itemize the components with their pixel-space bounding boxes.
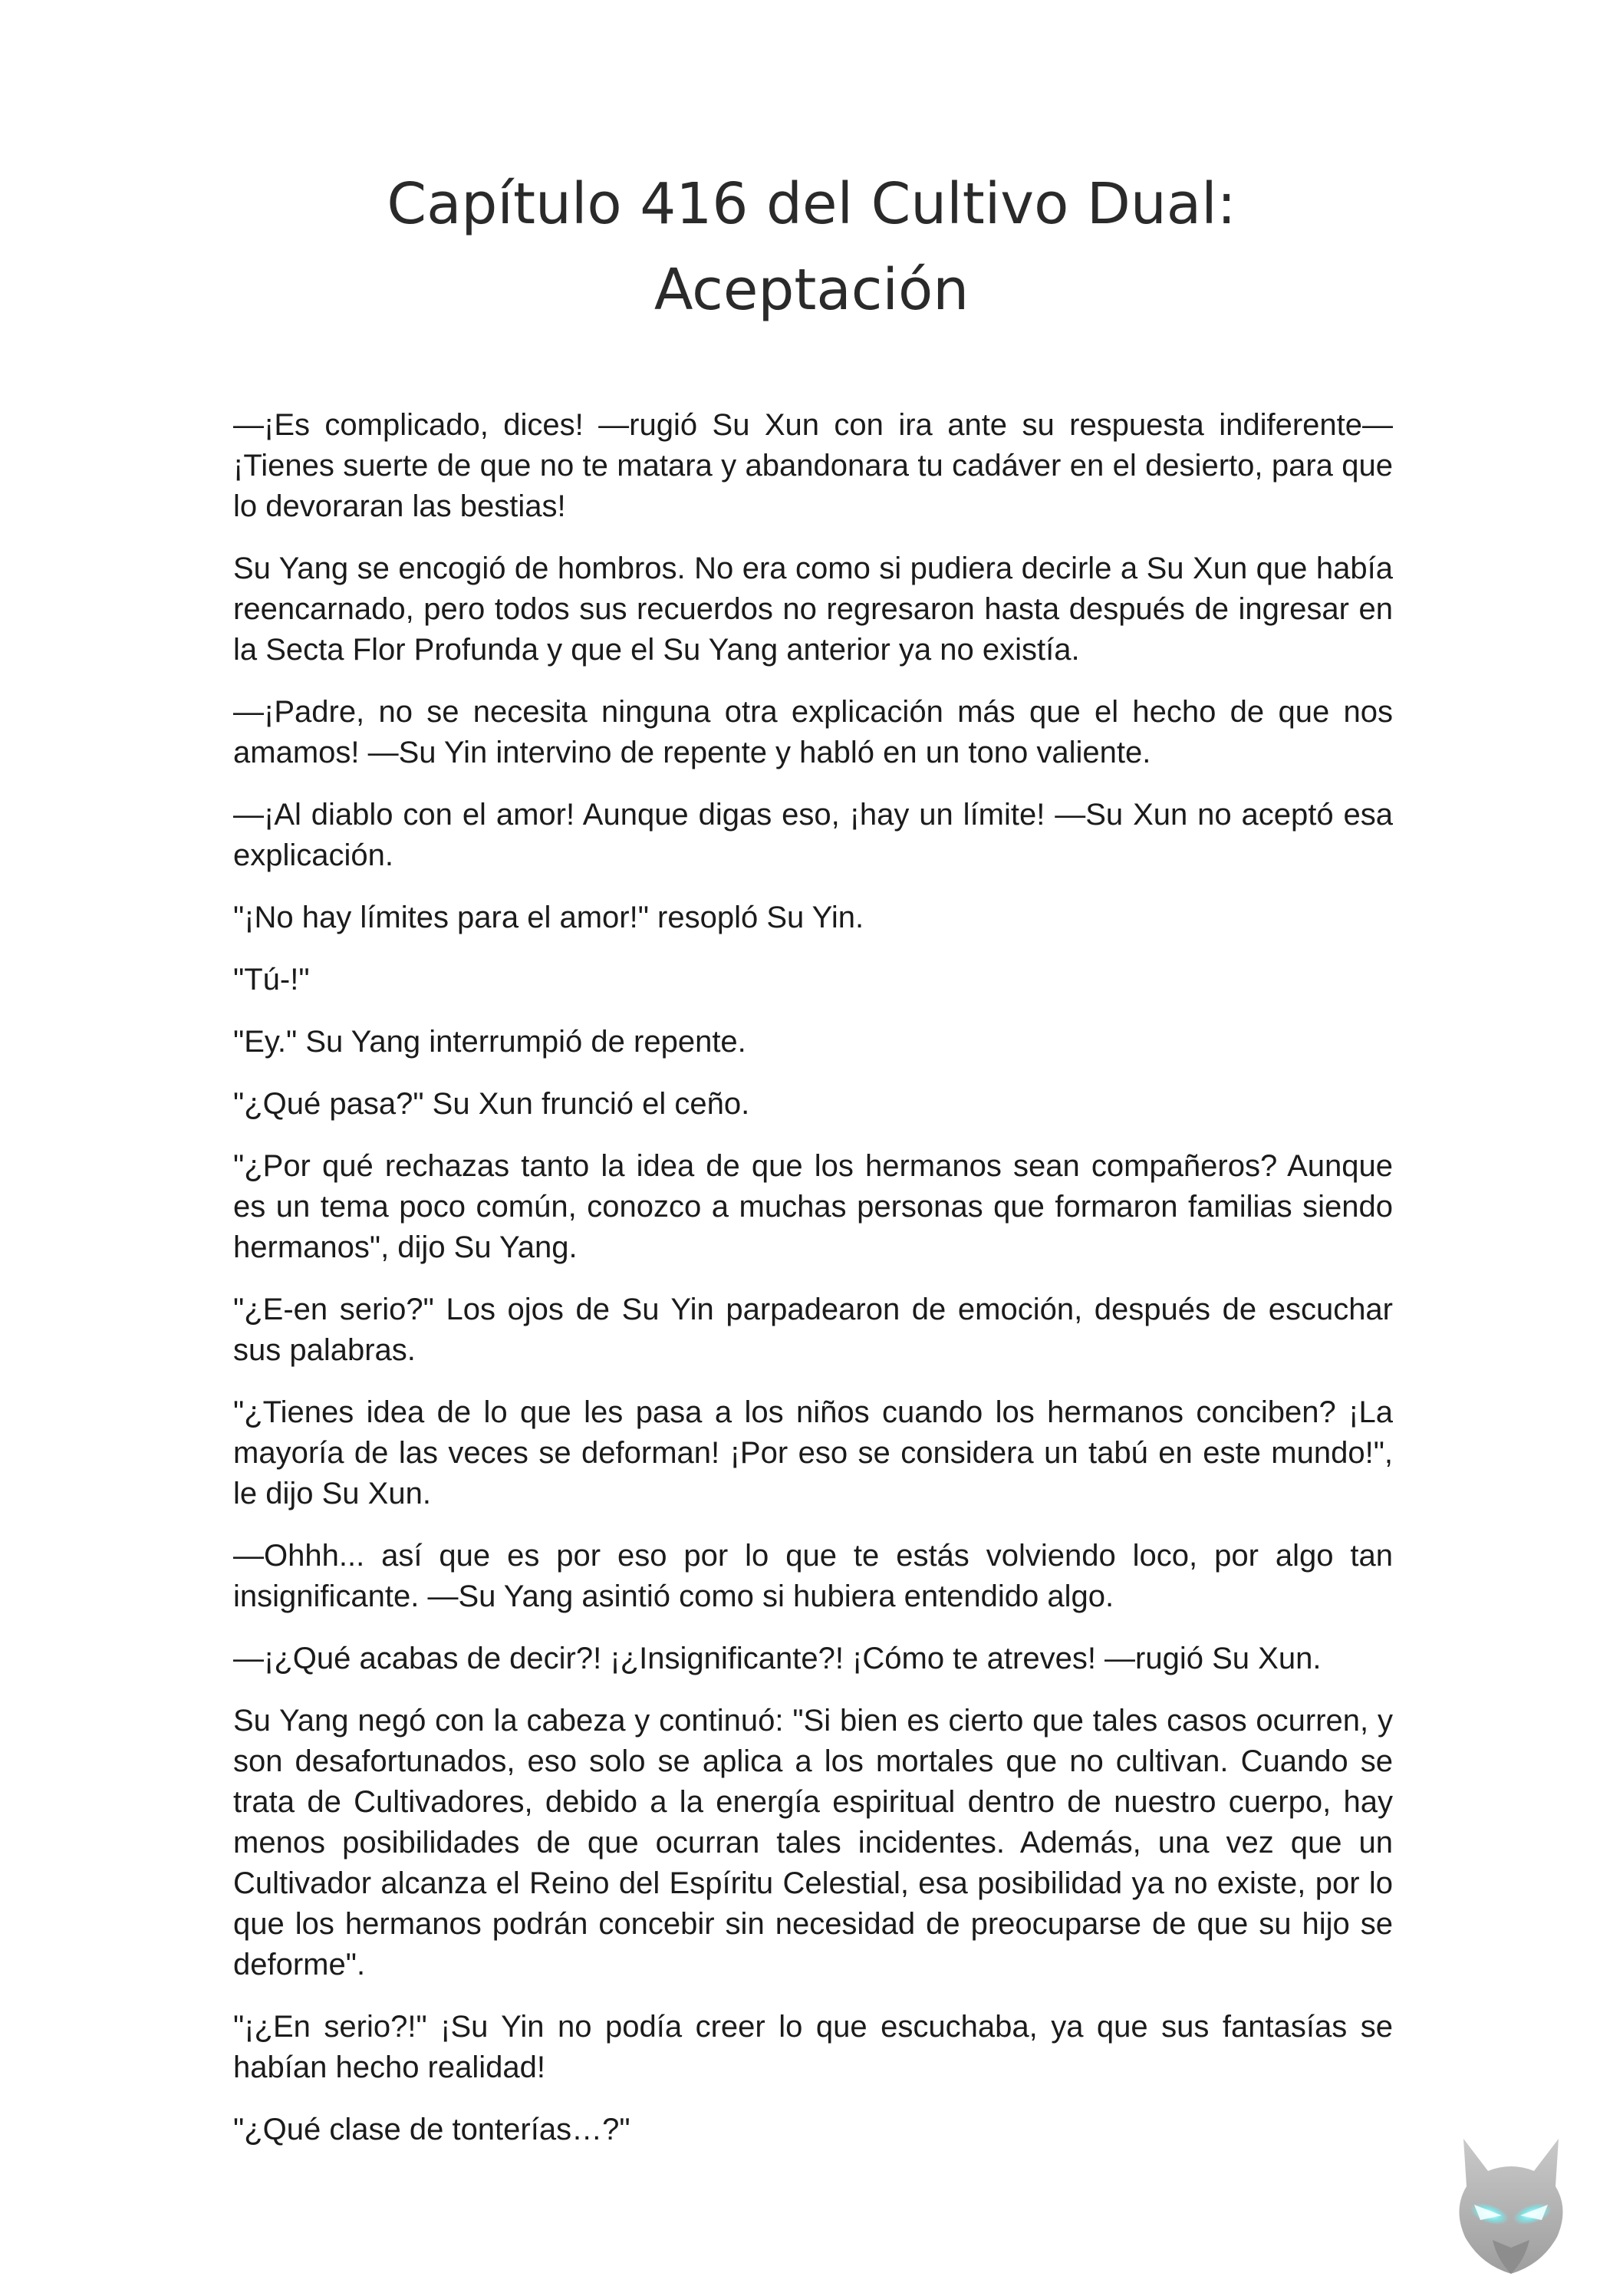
paragraph: "¡¿En serio?!" ¡Su Yin no podía creer lo que escuchaba, ya que sus fantasías se habían hecho realidad! [233, 2010, 1393, 2084]
paragraph: —¡Padre, no se necesita ninguna otra explicación más que el hecho de que nos amamos! —Su Yin intervino de repente y habló en un tono valiente. [233, 695, 1393, 769]
paragraph: Su Yang se encogió de hombros. No era como si pudiera decirle a Su Xun que había reencarnado, pero todos sus recuerdos no regresaron hasta después de ingresar en la Secta Flor Profunda y que el Su Yang anterior ya no existía. [233, 552, 1393, 667]
paragraph: "¿Qué clase de tonterías…?" [233, 2113, 630, 2146]
paragraph: "¡No hay límites para el amor!" resopló Su Yin. [233, 901, 864, 934]
chapter-title [230, 161, 1393, 333]
paragraph: —Ohhh... así que es por eso por lo que te estás volviendo loco, por algo tan insignificante. —Su Yang asintió como si hubiera entendido algo. [233, 1539, 1393, 1613]
paragraph: Su Yang negó con la cabeza y continuó: "Si bien es cierto que tales casos ocurren, y son desafortunados, eso solo se aplica a los mortales que no cultivan. Cuando se trata de Cultivadores, debido a la energía espiritual dentro de nuestro cuerpo, hay menos posibilidades de que ocurran tales incidentes. Además, una vez que un Cultivador alcanza el Reino del Espíritu Celestial, esa posibilidad ya no existe, por lo que los hermanos podrán concebir sin necesidad de preocuparse de que su hijo se deforme". [233, 1704, 1393, 1981]
paragraph: —¡¿Qué acabas de decir?! ¡¿Insignificante?! ¡Cómo te atreves! —rugió Su Xun. [233, 1642, 1322, 1675]
demon-head-icon [1434, 2125, 1588, 2278]
chapter-title-line-1: Capítulo 416 del Cultivo Dual: [387, 171, 1236, 237]
paragraph: —¡Al diablo con el amor! Aunque digas eso, ¡hay un límite! —Su Xun no aceptó esa explicación. [233, 798, 1393, 872]
chapter-title-line-2: Aceptación [653, 257, 970, 323]
paragraph: "¿Por qué rechazas tanto la idea de que los hermanos sean compañeros? Aunque es un tema poco común, conozco a muchas personas que formaron familias siendo hermanos", dijo Su Yang. [233, 1149, 1393, 1264]
chapter-body [233, 405, 1393, 2172]
paragraph: "¿Qué pasa?" Su Xun frunció el ceño. [233, 1087, 750, 1121]
paragraph: —¡Es complicado, dices! —rugió Su Xun con ira ante su respuesta indiferente— ¡Tienes suerte de que no te matara y abandonara tu cadáver en el desierto, para que lo devoraran las bestias! [233, 408, 1393, 523]
paragraph: "Tú-!" [233, 963, 310, 996]
paragraph: "¿E-en serio?" Los ojos de Su Yin parpadearon de emoción, después de escuchar sus palabras. [233, 1293, 1393, 1367]
paragraph: "¿Tienes idea de lo que les pasa a los niños cuando los hermanos conciben? ¡La mayoría de las veces se deforman! ¡Por eso se considera un tabú en este mundo!", le dijo Su Xun. [233, 1395, 1393, 1510]
paragraph: "Ey." Su Yang interrumpió de repente. [233, 1025, 746, 1059]
